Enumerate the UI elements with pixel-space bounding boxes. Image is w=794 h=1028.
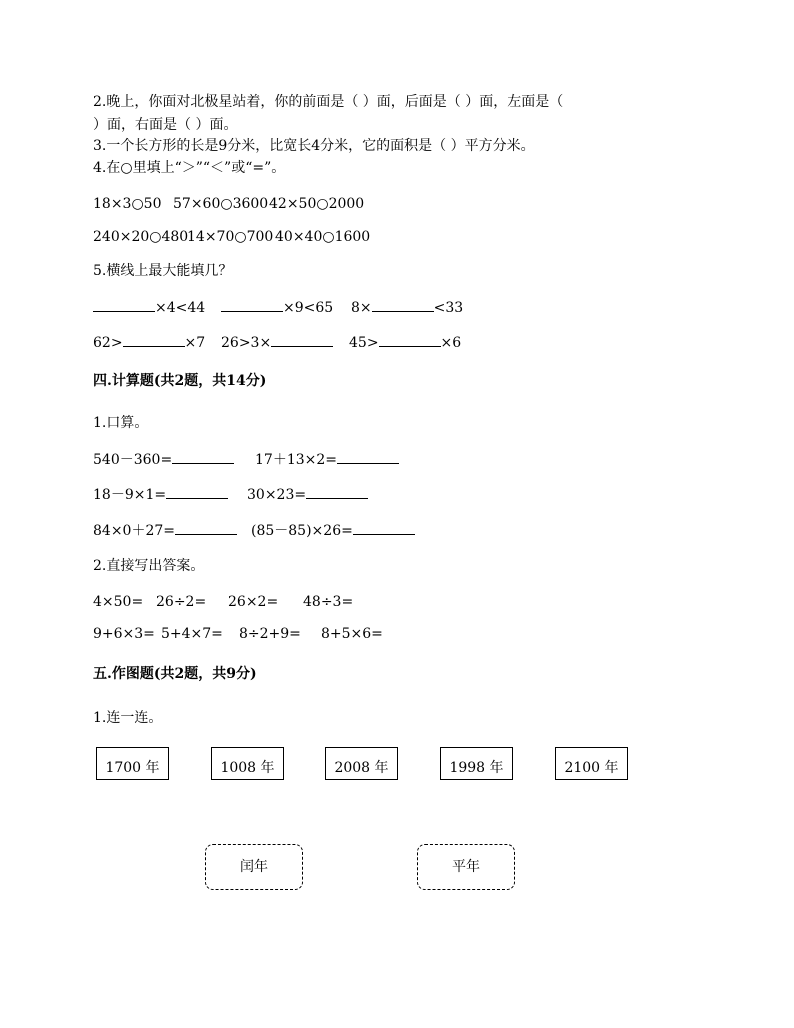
answer-blank[interactable]: [172, 451, 234, 464]
fill-item: ×4<44: [93, 299, 205, 317]
fill-item: 8× <33: [351, 300, 464, 316]
common-year-box[interactable]: 平年: [417, 844, 515, 890]
calc-item: 4×50=: [93, 594, 144, 610]
compare-item: 14×70○700: [187, 229, 274, 245]
year-box[interactable]: 2008 年: [325, 747, 398, 780]
fill-item: 45> ×6: [349, 335, 462, 351]
answer-blank[interactable]: [372, 299, 434, 312]
calc-item: 5+4×7=: [161, 626, 223, 642]
calc-item: 26÷2=: [156, 594, 207, 610]
draw-1-title: 1.连一连。: [93, 710, 163, 726]
compare-item: 18×3○50: [93, 196, 162, 212]
calc-item: 9+6×3=: [93, 626, 155, 642]
calc-item: 30×23=: [247, 486, 368, 504]
compare-item: 57×60○3600: [173, 196, 269, 212]
answer-blank[interactable]: [175, 522, 237, 535]
answer-blank[interactable]: [353, 522, 415, 535]
year-box[interactable]: 2100 年: [555, 747, 628, 780]
compare-item: 42×50○2000: [269, 196, 365, 212]
calc-2-title: 2.直接写出答案。: [93, 558, 205, 574]
compare-item: 240×20○480: [93, 229, 189, 245]
calc-item: (85－85)×26=: [251, 522, 415, 540]
answer-blank[interactable]: [306, 486, 368, 499]
calc-item: 17＋13×2=: [255, 451, 399, 469]
year-box[interactable]: 1998 年: [440, 747, 513, 780]
calc-1-title: 1.口算。: [93, 415, 149, 431]
answer-blank[interactable]: [123, 334, 185, 347]
fill-item: 26>3×: [221, 334, 333, 352]
year-box[interactable]: 1700 年: [96, 747, 169, 780]
leap-year-box[interactable]: 闰年: [205, 844, 303, 890]
calc-item: 8+5×6=: [321, 626, 383, 642]
question-2-line-2: ）面，右面是（ ）面。: [93, 117, 238, 133]
year-box[interactable]: 1008 年: [211, 747, 284, 780]
question-3: 3.一个长方形的长是9分米，比宽长4分米，它的面积是（ ）平方分米。: [93, 138, 535, 154]
question-2-line-1: 2.晚上，你面对北极星站着，你的前面是（ ）面，后面是（ ）面，左面是（: [93, 94, 564, 110]
answer-blank[interactable]: [271, 334, 333, 347]
calc-item: 26×2=: [228, 594, 279, 610]
answer-blank[interactable]: [221, 299, 283, 312]
calc-item: 84×0＋27=: [93, 522, 237, 540]
calc-item: 8÷2+9=: [239, 626, 301, 642]
calc-item: 18－9×1=: [93, 486, 228, 504]
answer-blank[interactable]: [166, 486, 228, 499]
fill-item: 62> ×7: [93, 335, 206, 351]
section-4-heading: 四.计算题(共2题，共14分): [93, 373, 267, 389]
fill-item: ×9<65: [221, 299, 333, 317]
compare-item: 40×40○1600: [275, 229, 371, 245]
section-5-heading: 五.作图题(共2题，共9分): [93, 666, 257, 682]
question-5-title: 5.横线上最大能填几？: [93, 263, 233, 279]
calc-item: 540－360=: [93, 451, 234, 469]
answer-blank[interactable]: [379, 334, 441, 347]
answer-blank[interactable]: [93, 299, 155, 312]
question-4-title: 4.在○里填上“＞”“＜”或“=”。: [93, 160, 286, 176]
answer-blank[interactable]: [337, 451, 399, 464]
calc-item: 48÷3=: [303, 594, 354, 610]
